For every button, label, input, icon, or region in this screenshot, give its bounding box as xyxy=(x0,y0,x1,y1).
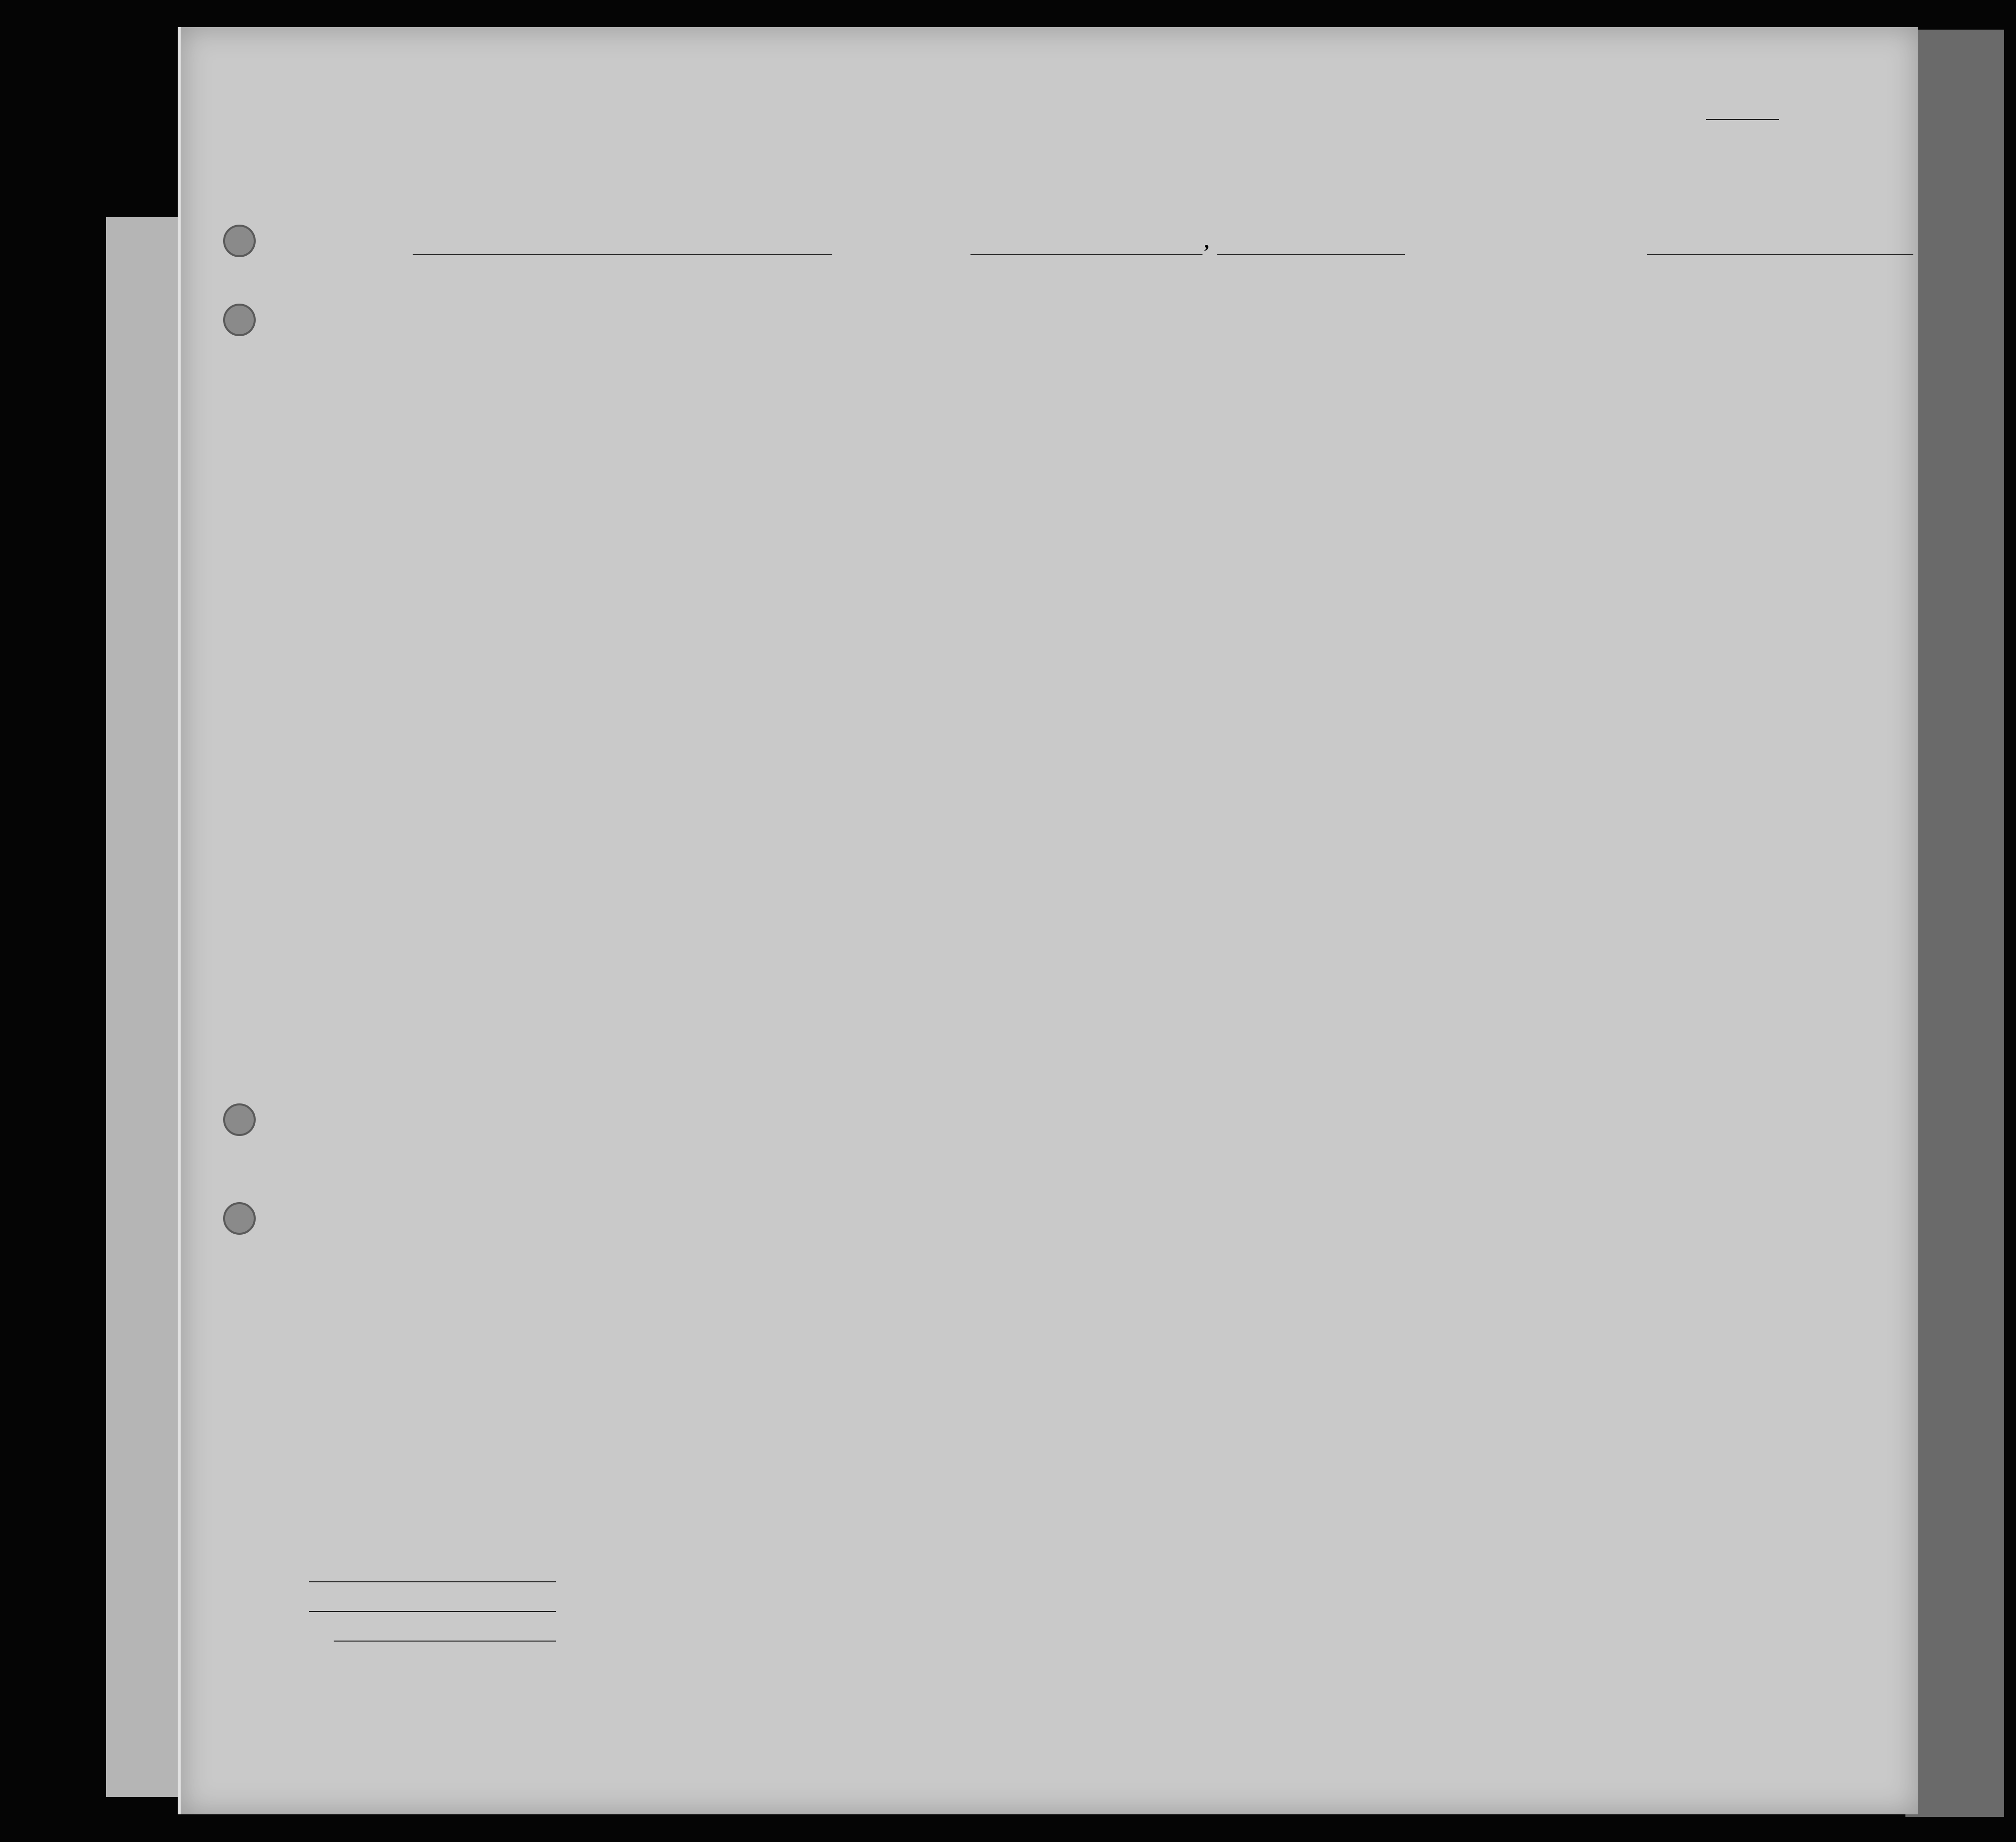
vessel-line: , xyxy=(250,230,1889,259)
punch-hole xyxy=(223,1202,256,1235)
manifest-sheet xyxy=(178,27,1918,1814)
punch-hole xyxy=(223,1103,256,1136)
sheet-number xyxy=(1696,101,1779,119)
sheet-number-value xyxy=(1706,102,1779,120)
underlying-sheet-right xyxy=(1905,30,2004,1817)
punch-hole xyxy=(223,304,256,336)
